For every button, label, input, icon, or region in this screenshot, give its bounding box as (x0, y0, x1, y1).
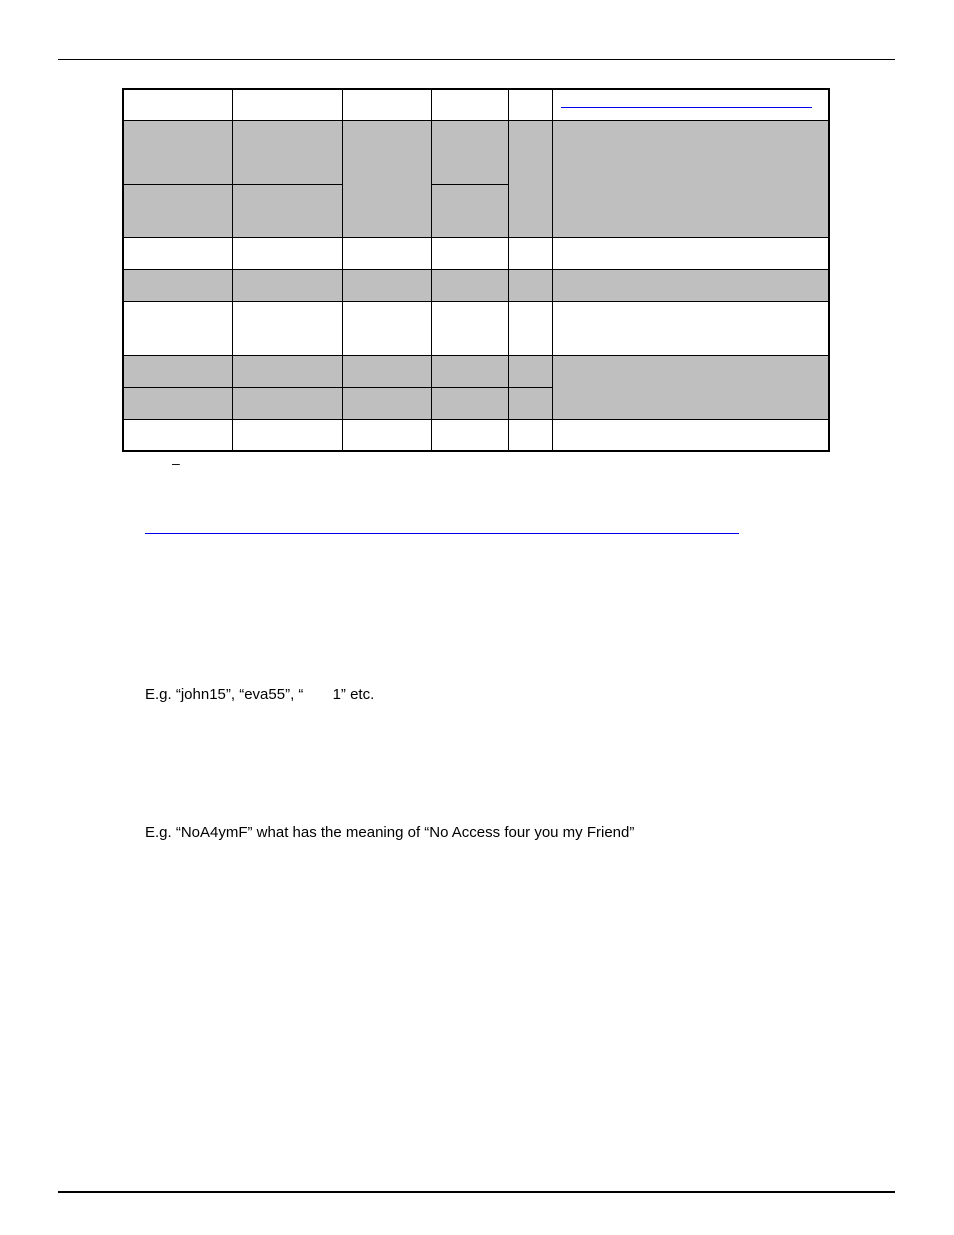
table-cell (342, 88, 432, 121)
header-link-underline[interactable] (561, 107, 812, 108)
table-cell (431, 419, 509, 452)
table-cell (508, 419, 553, 452)
page-header-rule (58, 59, 895, 60)
table-cell (431, 184, 509, 238)
table-cell (232, 301, 343, 356)
table-cell (431, 269, 509, 302)
table-cell (342, 269, 432, 302)
table-cell (508, 88, 553, 121)
table-cell (122, 184, 233, 238)
table-cell (232, 269, 343, 302)
table-cell (342, 355, 432, 388)
table-cell (508, 301, 553, 356)
table-cell (508, 387, 553, 420)
table-cell (122, 237, 233, 270)
table-cell (342, 301, 432, 356)
table-cell (122, 301, 233, 356)
table-cell (431, 237, 509, 270)
table-cell (232, 355, 343, 388)
table-cell (232, 88, 343, 121)
table-cell (122, 88, 233, 121)
table-cell (552, 88, 830, 121)
table-cell (431, 120, 509, 185)
table-cell (232, 387, 343, 420)
table-cell-merged (508, 120, 553, 238)
section-link-underline[interactable] (145, 533, 739, 534)
password-example: E.g. “NoA4ymF” what has the meaning of “No Access four you my Friend” (145, 824, 635, 841)
table-cell (552, 269, 830, 302)
table-cell (552, 301, 830, 356)
table-cell-merged (342, 120, 432, 238)
table-cell (122, 120, 233, 185)
settings-table (122, 88, 830, 452)
username-example: E.g. “john15”, “eva55”, “ 1” etc. (145, 686, 375, 703)
table-cell (122, 269, 233, 302)
table-cell (342, 237, 432, 270)
table-cell (342, 419, 432, 452)
table-cell (431, 355, 509, 388)
footnote-marker: – (172, 455, 180, 471)
table-cell (232, 184, 343, 238)
table-cell (232, 419, 343, 452)
page-footer-rule (58, 1191, 895, 1193)
table-cell (431, 387, 509, 420)
table-cell (122, 387, 233, 420)
table-cell (232, 237, 343, 270)
table-cell (431, 88, 509, 121)
table-cell (431, 301, 509, 356)
table-cell (122, 355, 233, 388)
table-cell (122, 419, 233, 452)
table-cell (232, 120, 343, 185)
table-cell-merged (552, 120, 830, 238)
table-cell (508, 237, 553, 270)
table-cell (508, 355, 553, 388)
table-cell (552, 237, 830, 270)
table-cell (342, 387, 432, 420)
table-cell (508, 269, 553, 302)
table-cell-merged (552, 355, 830, 420)
table-cell (552, 419, 830, 452)
